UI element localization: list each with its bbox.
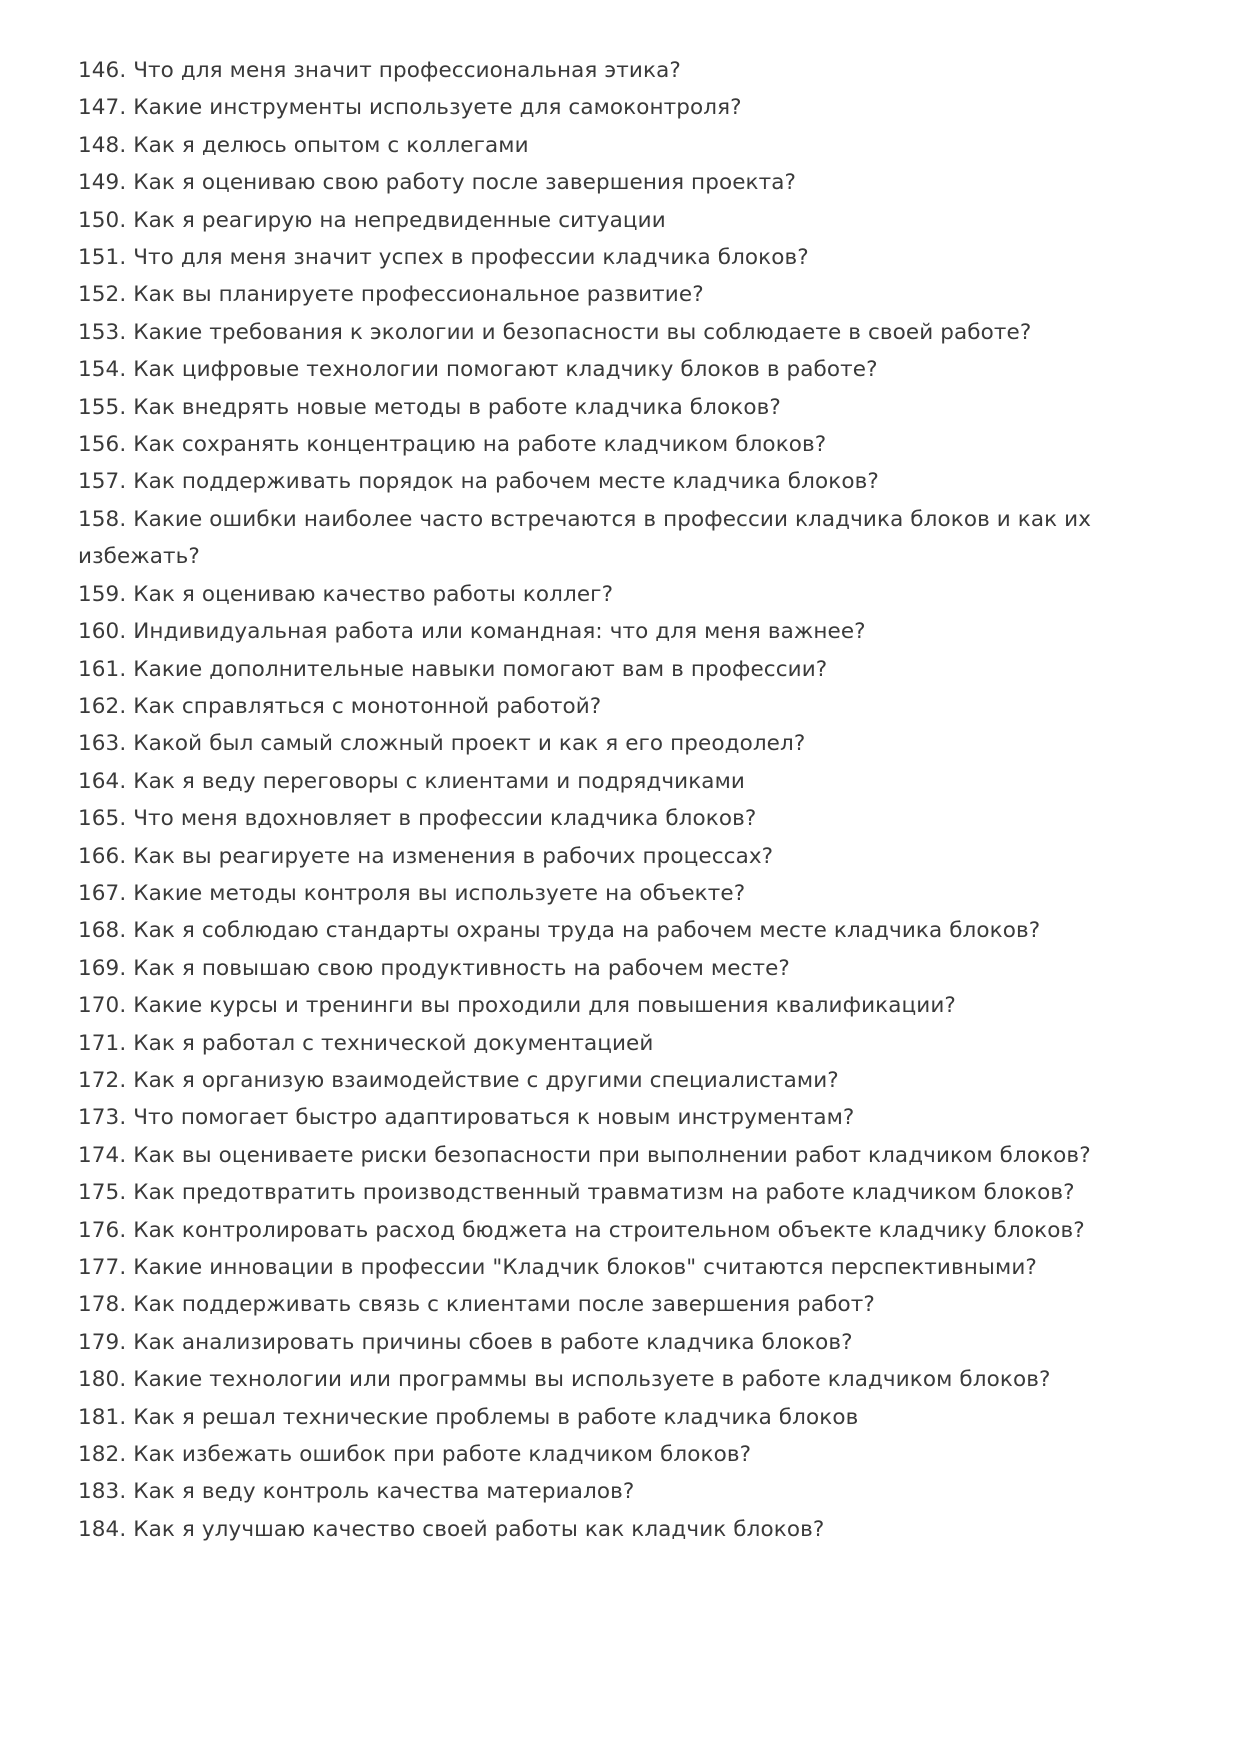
list-item: 148. Как я делюсь опытом с коллегами (78, 132, 529, 158)
list-item: 171. Как я работал с технической документацией (78, 1030, 654, 1056)
list-item: 172. Как я организую взаимодействие с другими специалистами? (78, 1067, 839, 1093)
list-item: 162. Как справляться с монотонной работой? (78, 693, 602, 719)
list-item: 175. Как предотвратить производственный травматизм на работе кладчиком блоков? (78, 1180, 1075, 1206)
list-item: 181. Как я решал технические проблемы в работе кладчика блоков (78, 1404, 859, 1430)
list-item: 147. Какие инструменты используете для самоконтроля? (78, 95, 742, 121)
list-item: 165. Что меня вдохновляет в профессии кладчика блоков? (78, 806, 757, 832)
list-item: 174. Как вы оцениваете риски безопасности при выполнении работ кладчиком блоков? (78, 1142, 1091, 1168)
list-item: 167. Какие методы контроля вы используете на объекте? (78, 880, 746, 906)
list-item: 156. Как сохранять концентрацию на работе кладчиком блоков? (78, 432, 827, 458)
list-item: 152. Как вы планируете профессиональное развитие? (78, 282, 704, 308)
list-item: 183. Как я веду контроль качества материалов? (78, 1479, 635, 1505)
list-item: 154. Как цифровые технологии помогают кладчику блоков в работе? (78, 357, 878, 383)
list-item: 173. Что помогает быстро адаптироваться к новым инструментам? (78, 1105, 855, 1131)
list-item: 177. Какие инновации в профессии "Кладчик блоков" считаются перспективными? (78, 1255, 1037, 1280)
list-item: 146. Что для меня значит профессиональная этика? (78, 58, 681, 83)
list-item: 149. Как я оцениваю свою работу после завершения проекта? (78, 170, 797, 196)
list-item: 160. Индивидуальная работа или командная: что для меня важнее? (78, 619, 866, 645)
list-item: 157. Как поддерживать порядок на рабочем месте кладчика блоков? (78, 469, 879, 495)
list-item: 158. Какие ошибки наиболее часто встречаются в профессии кладчика блоков и как их избежать? (78, 506, 1092, 570)
list-item: 184. Как я улучшаю качество своей работы как кладчик блоков? (78, 1516, 825, 1542)
list-item: 182. Как избежать ошибок при работе кладчиком блоков? (78, 1442, 752, 1468)
list-item: 150. Как я реагирую на непредвиденные ситуации (78, 207, 666, 233)
list-item: 161. Какие дополнительные навыки помогают вам в профессии? (78, 656, 828, 682)
list-item: 166. Как вы реагируете на изменения в рабочих процессах? (78, 843, 774, 869)
list-item: 176. Как контролировать расход бюджета на строительном объекте кладчику блоков? (78, 1217, 1085, 1243)
list-item: 163. Какой был самый сложный проект и как я его преодолел? (78, 731, 806, 757)
list-item: 159. Как я оцениваю качество работы коллег? (78, 581, 614, 607)
list-item: 179. Как анализировать причины сбоев в работе кладчика блоков? (78, 1329, 853, 1355)
list-item: 169. Как я повышаю свою продуктивность на рабочем месте? (78, 955, 790, 981)
question-list (78, 52, 1151, 1548)
list-item: 164. Как я веду переговоры с клиентами и подрядчиками (78, 768, 745, 794)
list-item: 155. Как внедрять новые методы в работе кладчика блоков? (78, 394, 781, 420)
list-item: 151. Что для меня значит успех в профессии кладчика блоков? (78, 245, 809, 271)
list-item: 170. Какие курсы и тренинги вы проходили для повышения квалификации? (78, 993, 956, 1019)
list-item: 180. Какие технологии или программы вы используете в работе кладчиком блоков? (78, 1367, 1051, 1393)
list-item: 168. Как я соблюдаю стандарты охраны труда на рабочем месте кладчика блоков? (78, 918, 1041, 944)
list-item: 153. Какие требования к экологии и безопасности вы соблюдаете в своей работе? (78, 319, 1032, 345)
list-item: 178. Как поддерживать связь с клиентами после завершения работ? (78, 1292, 875, 1318)
